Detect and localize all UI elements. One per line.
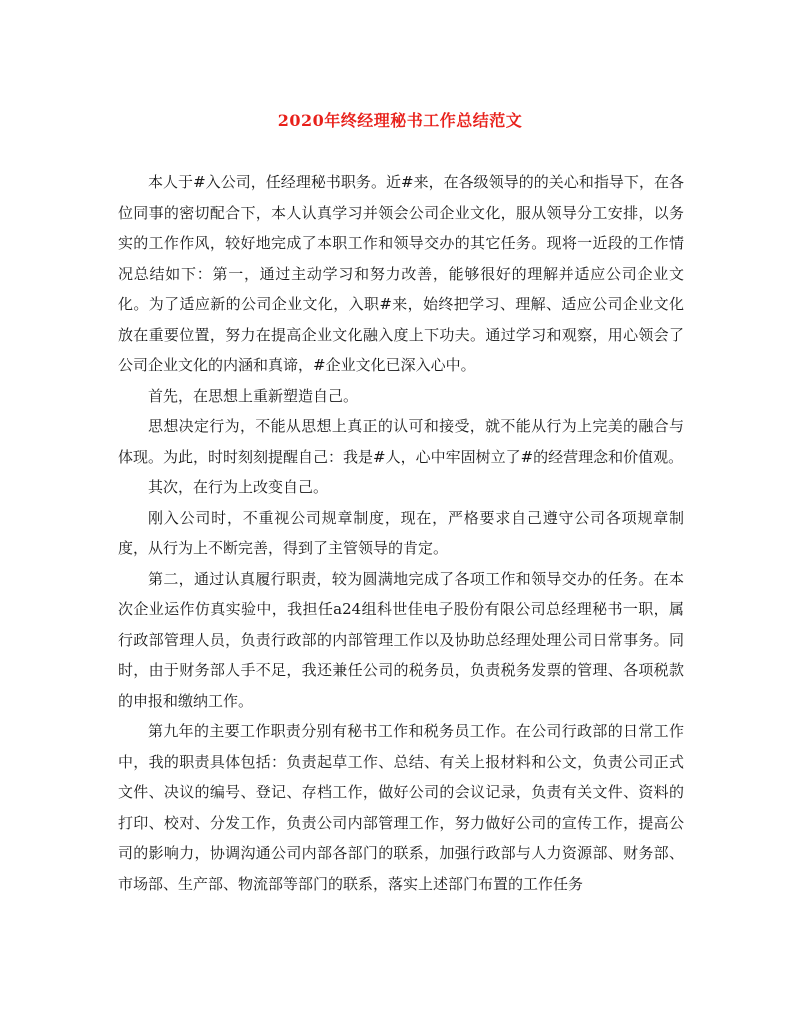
paragraph-first-point: 首先，在思想上重新塑造自己。: [148, 386, 359, 405]
paragraph-duties: 第二，通过认真履行职责，较为圆满地完成了各项工作和领导交办的任务。在本次企业运作仿真实验中，我担任a24组科世佳电子股份有限公司总经理秘书一职，属行政部管理人员，负责行政部的内部管理工作以及协助总经理处理公司日常事务。同时，由于财务部人手不足，我还兼任公司的税务员，负责税务发票的管理、各项税款的申报和缴纳工作。: [118, 569, 684, 710]
paragraph-second-point: 其次，在行为上改变自己。: [148, 478, 329, 496]
page-title: 2020年终经理秘书工作总结范文: [277, 111, 523, 130]
paragraph-responsibilities: 第九年的主要工作职责分别有秘书工作和税务员工作。在公司行政部的日常工作中，我的职责具体包括：负责起草工作、总结、有关上报材料和公文，负责公司正式文件、决议的编号、登记、存档工作，做好公司的会议记录，负责有关文件、资料的打印、校对、分发工作，负责公司内部管理工作，努力做好公司的宣传工作，提高公司的影响力，协调沟通公司内部各部门的联系，加强行政部与人力资源部、财务部、市场部、生产部、物流部等部门的联系，落实上述部门布置的工作任务: [118, 722, 684, 893]
paragraph-behavior: 刚入公司时，不重视公司规章制度，现在，严格要求自己遵守公司各项规章制度，从行为上不断完善，得到了主管领导的肯定。: [118, 508, 684, 557]
paragraph-thought: 思想决定行为，不能从思想上真正的认可和接受，就不能从行为上完美的融合与体现。为此，时时刻刻提醒自己：我是#人，心中牢固树立了#的经营理念和价值观。: [118, 417, 684, 466]
document-body: [118, 167, 684, 899]
paragraph-intro: 本人于#入公司，任经理秘书职务。近#来，在各级领导的的关心和指导下，在各位同事的密切配合下，本人认真学习并领会公司企业文化，服从领导分工安排，以务实的工作作风，较好地完成了本职工作和领导交办的其它任务。现将一近段的工作情况总结如下：第一，通过主动学习和努力改善，能够很好的理解并适应公司企业文化。为了适应新的公司企业文化，入职#来，始终把学习、理解、适应公司企业文化放在重要位置，努力在提高企业文化融入度上下功夫。通过学习和观察，用心领会了公司企业文化的内涵和真谛，#企业文化已深入心中。: [118, 173, 684, 374]
